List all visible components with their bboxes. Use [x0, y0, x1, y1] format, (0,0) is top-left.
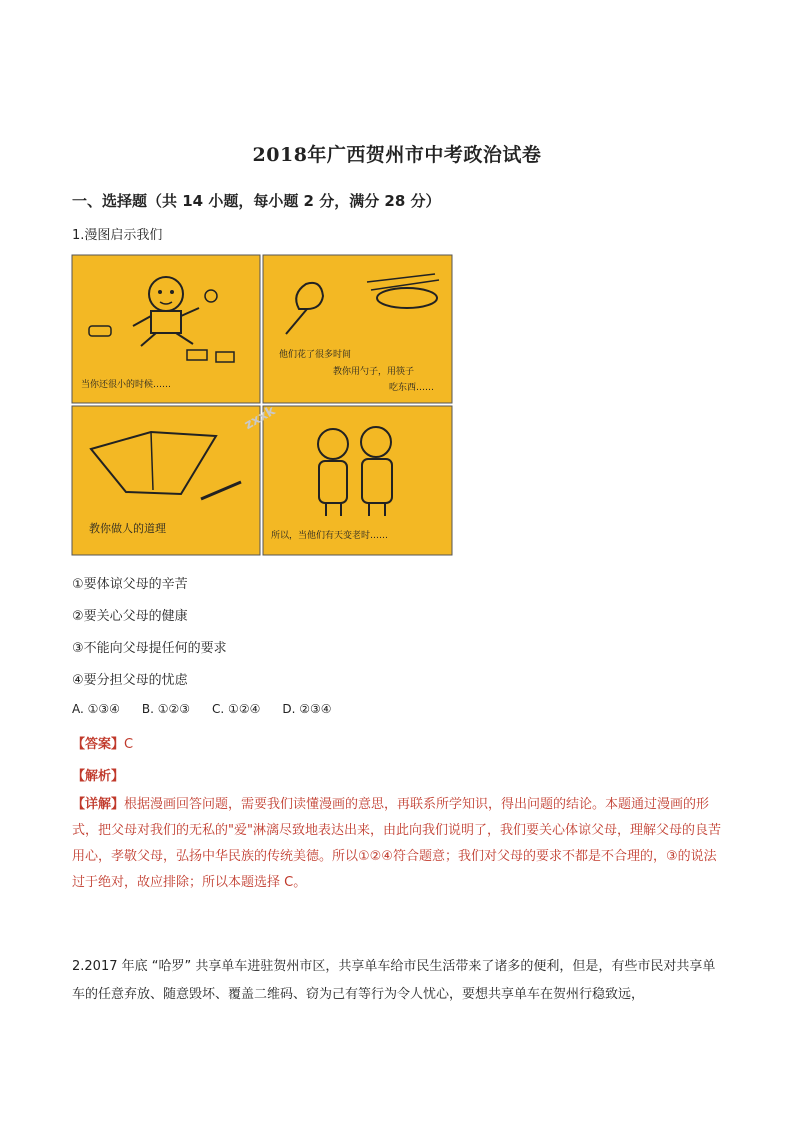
question-1-stem: 1.漫图启示我们 [72, 228, 163, 243]
choice-d: D. ②③④ [282, 702, 332, 716]
detail-text: 根据漫画回答问题，需要我们读懂漫画的意思，再联系所学知识，得出问题的结论。本题通过漫画的形式，把父母对我们的无私的"爱"淋漓尽致地表达出来，由此向我们说明了，我们要关心体谅父母，理解父母的良苦用心，孝敬父母，弘扬中华民族的传统美德。所以①②④符合题意；我们对父母的要求不都是不合理的，③的说法过于绝对，故应排除；所以本题选择 C。 [72, 797, 721, 890]
choice-b: B. ①②③ [141, 702, 191, 716]
option-1: ①要体谅父母的辛苦 [72, 577, 188, 592]
detail-paragraph [72, 792, 724, 896]
comic-panel-3 [72, 406, 260, 555]
analysis-label: 【解析】 [72, 769, 125, 784]
question-2-stem: 2.2017 年底 “哈罗” 共享单车进驻贺州市区，共享单车给市民生活带来了诸多的便利，但是，有些市民对共享单车的任意弃放、随意毁坏、覆盖二维码、窃为己有等行为令人忧心，要想共享单车在贺州行稳致远， [72, 959, 716, 1002]
answer-value: C [124, 737, 134, 752]
detail-label: 【详解】 [72, 797, 125, 812]
comic-image [71, 254, 453, 556]
panel-3-caption: 教你做人的道理 [89, 522, 166, 535]
watermark: zxxk [241, 403, 279, 433]
option-3: ③不能向父母提任何的要求 [72, 641, 227, 656]
section-heading: 一、选择题（共 14 小题，每小题 2 分，满分 28 分） [72, 192, 441, 210]
option-4: ④要分担父母的忧虑 [72, 673, 188, 688]
panel-4-caption: 所以，当他们有天变老时…… [271, 531, 389, 541]
option-2: ②要关心父母的健康 [72, 609, 188, 624]
comic-panel-4 [263, 406, 452, 555]
comic-panel-1 [72, 255, 260, 403]
panel-2-line-3: 吃东西…… [389, 383, 435, 393]
choice-a: A. ①③④ [72, 702, 120, 716]
page-title: 2018年广西贺州市中考政治试卷 [252, 144, 542, 166]
comic-panel-2 [263, 255, 452, 403]
panel-2-line-1: 他们花了很多时间 [279, 350, 352, 360]
panel-2-line-2: 教你用勺子，用筷子 [333, 367, 415, 377]
choice-c: C. ①②④ [212, 702, 261, 716]
panel-1-caption: 当你还很小的时候…… [81, 380, 172, 390]
answer-label: 【答案】 [72, 737, 125, 752]
answer-line [72, 733, 133, 752]
answer-choices [72, 702, 331, 716]
